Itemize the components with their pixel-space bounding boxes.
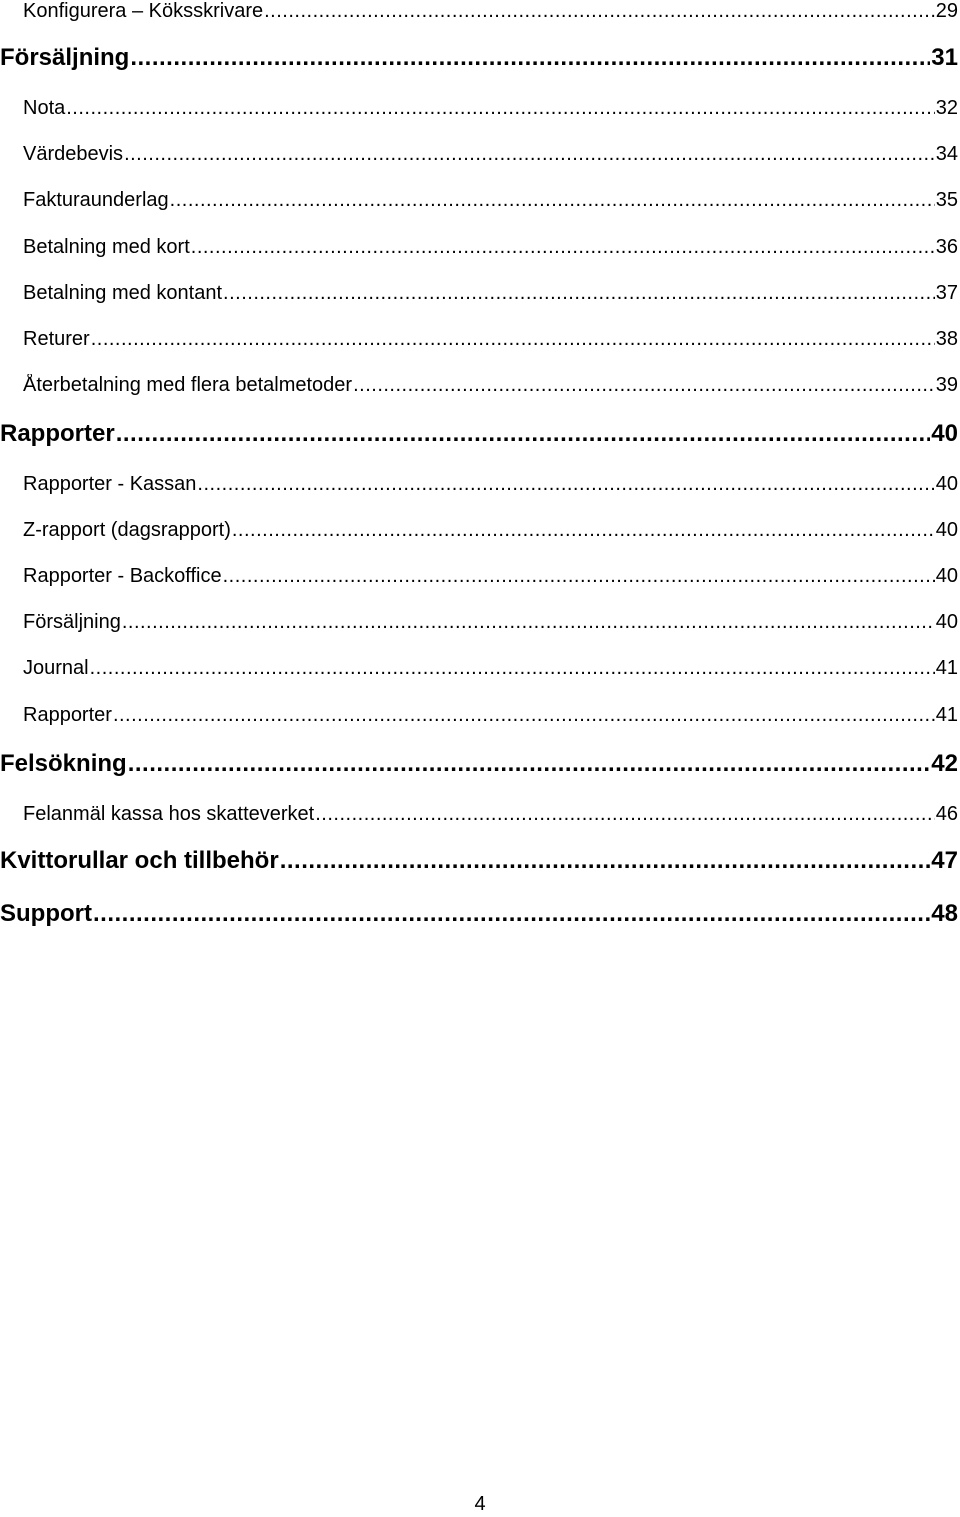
toc-entry[interactable] [0, 900, 960, 928]
toc-entry-title: Kvittorullar och tillbehör [0, 847, 279, 874]
toc-dot-leader [197, 473, 934, 496]
toc-entry[interactable] [0, 847, 960, 875]
toc-entry[interactable] [0, 143, 960, 166]
toc-dot-leader [93, 900, 930, 928]
toc-entry-page: 31 [931, 44, 958, 71]
toc-dot-leader [91, 328, 935, 351]
toc-entry-page: 34 [935, 143, 958, 165]
toc-entry-page: 40 [935, 611, 958, 633]
toc-entry-page: 38 [935, 328, 958, 350]
toc-entry-page: 36 [935, 236, 958, 258]
toc-dot-leader [223, 565, 935, 588]
toc-entry-title: Z-rapport (dagsrapport) [23, 519, 231, 541]
toc-entry[interactable] [0, 189, 960, 212]
toc-entry-title: Betalning med kontant [23, 282, 223, 304]
toc-entry-title: Nota [23, 97, 66, 119]
toc-entry[interactable] [0, 420, 960, 448]
toc-entry-title: Återbetalning med flera betalmetoder [23, 374, 353, 396]
toc-entry[interactable] [0, 657, 960, 680]
toc-entry[interactable] [0, 704, 960, 727]
toc-entry[interactable] [0, 473, 960, 496]
toc-entry-title: Rapporter [0, 420, 115, 447]
toc-entry-title: Rapporter - Backoffice [23, 565, 222, 587]
toc-entry-title: Försäljning [0, 44, 130, 71]
toc-entry[interactable] [0, 750, 960, 778]
toc-entry-page: 40 [935, 473, 958, 495]
toc-dot-leader [353, 374, 935, 397]
toc-dot-leader [128, 750, 931, 778]
toc-dot-leader [66, 97, 935, 120]
toc-entry[interactable] [0, 519, 960, 542]
toc-dot-leader [232, 519, 935, 542]
toc-entry-title: Värdebevis [23, 143, 124, 165]
toc-entry[interactable] [0, 44, 960, 72]
toc-entry-page: 46 [935, 803, 958, 825]
toc-entry-title: Försäljning [23, 611, 121, 633]
toc-entry-page: 32 [935, 97, 958, 119]
toc-entry-title: Rapporter [23, 704, 112, 726]
toc-entry[interactable] [0, 611, 960, 634]
toc-entry-page: 42 [931, 750, 958, 777]
toc-entry-title: Fakturaunderlag [23, 189, 169, 211]
toc-dot-leader [116, 420, 931, 448]
toc-dot-leader [122, 611, 935, 634]
toc-dot-leader [280, 847, 931, 875]
toc-dot-leader [90, 657, 935, 680]
toc-entry-page: 35 [935, 189, 958, 211]
toc-dot-leader [113, 704, 935, 727]
toc-entry[interactable] [0, 236, 960, 259]
toc-dot-leader [130, 44, 930, 72]
toc-entry[interactable] [0, 282, 960, 305]
toc-dot-leader [170, 189, 935, 212]
toc-entry-page: 41 [935, 657, 958, 679]
toc-dot-leader [315, 803, 935, 826]
toc-entry[interactable] [0, 374, 960, 397]
toc-entry-page: 41 [935, 704, 958, 726]
toc-entry-page: 47 [931, 847, 958, 874]
toc-entry-title: Konfigurera – Köksskrivare [23, 0, 264, 22]
toc-entry[interactable] [0, 565, 960, 588]
toc-entry-title: Felanmäl kassa hos skatteverket [23, 803, 315, 825]
toc-entry-page: 40 [931, 420, 958, 447]
toc-dot-leader [264, 0, 935, 23]
toc-entry-page: 37 [935, 282, 958, 304]
toc-entry-title: Felsökning [0, 750, 127, 777]
page-number: 4 [474, 1493, 486, 1515]
toc-dot-leader [124, 143, 935, 166]
toc-dot-leader [223, 282, 935, 305]
toc-dot-leader [191, 236, 935, 259]
toc-entry-title: Rapporter - Kassan [23, 473, 197, 495]
toc-entry-page: 40 [935, 565, 958, 587]
toc-entry-title: Support [0, 900, 92, 927]
toc-entry[interactable] [0, 803, 960, 826]
toc-entry-page: 40 [935, 519, 958, 541]
toc-entry-page: 39 [935, 374, 958, 396]
toc-entry[interactable] [0, 328, 960, 351]
toc-entry-title: Journal [23, 657, 89, 679]
toc-entry[interactable] [0, 97, 960, 120]
toc-entry-title: Betalning med kort [23, 236, 190, 258]
toc-entry-page: 48 [931, 900, 958, 927]
toc-entry[interactable] [0, 0, 960, 23]
toc-entry-page: 29 [935, 0, 958, 22]
toc-entry-title: Returer [23, 328, 90, 350]
